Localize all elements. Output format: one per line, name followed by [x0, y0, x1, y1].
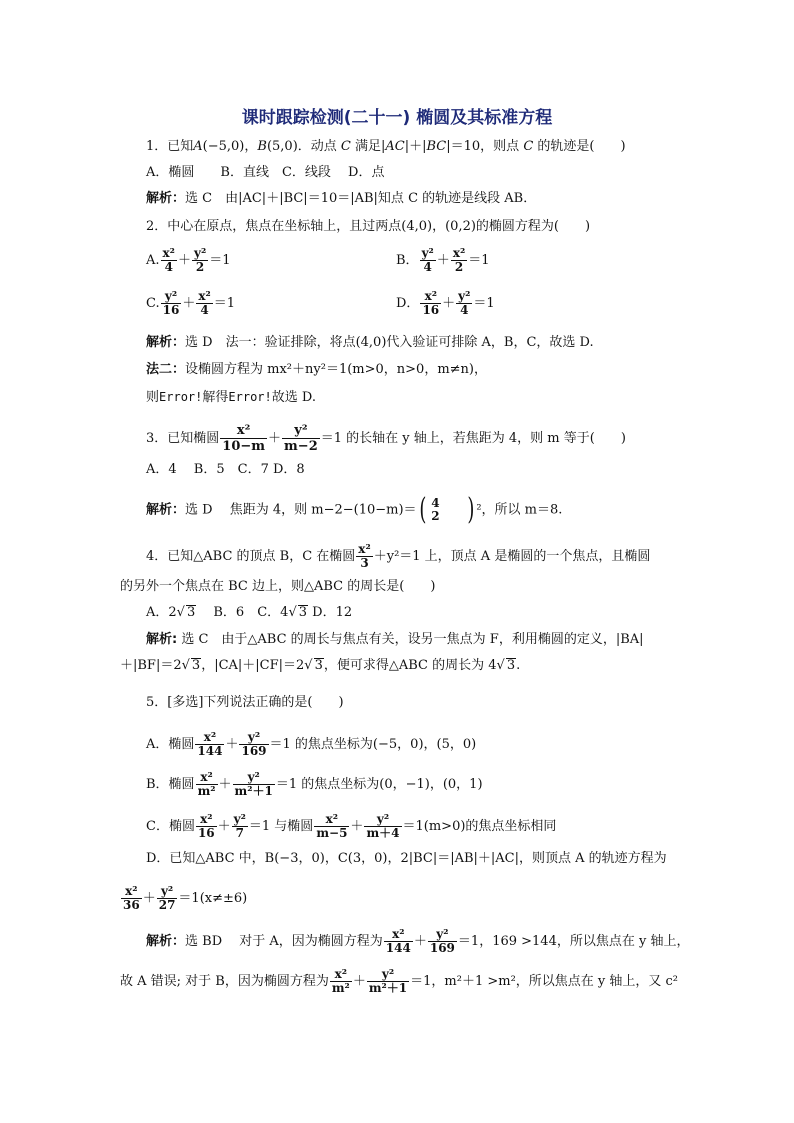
question-3-analysis: 解析：选 D 焦距为 4，则 m−2−(10−m)＝( 4 2 ) ²，所以 m＝8.: [146, 492, 563, 527]
question-2-method2-solution: [146, 388, 316, 407]
q5-analysis-b: ＝1，169 >144，所以焦点在 y 轴上，: [457, 934, 690, 949]
q5-option-a: A．椭圆 $\frac{\text{x²}}{144}$ ＋ $\frac{\text{y²}}{169}$ ＝1 的焦点坐标为(−5，0)，(5，0): [146, 730, 477, 758]
question-2-stem: 2．中心在原点，焦点在坐标轴上，且过两点(4,0)，(0,2)的椭圆方程为( ): [146, 219, 591, 234]
eq-suffix: ＝1: [468, 253, 490, 268]
frac-den: 3: [360, 556, 369, 570]
frac-den: 2: [195, 260, 205, 274]
analysis-label: 解析：: [146, 934, 186, 949]
frac-num: y²: [157, 885, 178, 899]
frac-den: m²: [197, 784, 216, 798]
frac-den: 4: [200, 303, 209, 317]
frac-den: 16: [422, 303, 440, 317]
q2-option-d: D． $\frac{\text{x²}}{16}$ ＋ $\frac{\text{y²}}{4}$ ＝1: [396, 289, 495, 317]
frac-num: x²: [358, 542, 371, 556]
frac-num: x²: [452, 246, 466, 260]
frac-num: y²: [367, 968, 409, 982]
q4-analysis-b2: ，|CA|＋|CF|＝2: [201, 658, 305, 673]
opt-a: A．2: [146, 605, 177, 620]
frac-num: x²: [420, 290, 441, 304]
frac-num: y²: [233, 771, 275, 785]
q5-option-c: C．椭圆 $\frac{\text{x²}}{16}$ ＋ $\frac{\text{y²}}{7}$ ＝1 与椭圆 $\frac{\text{x²}}{m-5}$ ＋ $\frac{\text{y²}}{m+4}$ ＝1(m>0)的焦点坐标相同: [146, 812, 557, 840]
error-marker-1: Error!: [159, 390, 203, 404]
question-4-analysis-cont: ＋|BF|＝2√ 3，|CA|＋|CF|＝2√ 3，便可求得△ABC 的周长为 4√ 3.: [120, 658, 521, 673]
frac-den: m²＋1: [234, 784, 273, 798]
frac-num: y²: [161, 290, 182, 304]
question-1-stem: 1．已知A(−5,0)，B(5,0)．动点 C 满足|AC|＋|BC|＝10，则点 C 的轨迹是( ): [146, 139, 626, 154]
q3-text-b: ＝1 的长轴在 y 轴上，若焦距为 4，则 m 等于( ): [320, 431, 626, 446]
q5-d-suffix: ＝1(x≠±6): [178, 891, 248, 906]
q4-analysis-b1: ＋|BF|＝2: [120, 658, 182, 673]
method2-text: 设椭圆方程为 mx²＋ny²＝1(m>0，n>0，m≠n)，: [185, 362, 487, 377]
page-title: 课时跟踪检测(二十一) 椭圆及其标准方程: [241, 108, 553, 128]
eq-suffix: ＝1: [209, 253, 231, 268]
frac-num: y²: [193, 246, 207, 260]
analysis-label: 解析：: [146, 335, 186, 350]
q2-option-b: B． $\frac{\text{y²}}{4}$ ＋ $\frac{\text{x²}}{2}$ ＝1: [396, 246, 490, 274]
question-3-stem: [146, 423, 626, 454]
then-text-c: 故选 D.: [271, 390, 316, 405]
sqrt-value: 3: [191, 658, 201, 673]
sqrt-value: 3: [298, 605, 308, 620]
q5-b-suffix: ＝1 的焦点坐标为(0，−1)，(0，1): [275, 777, 483, 792]
q5-c-suffix: ＝1(m>0)的焦点坐标相同: [402, 819, 557, 834]
sqrt-value: 3: [314, 658, 323, 673]
frac-num: x²: [330, 968, 352, 982]
question-2-method2: [146, 361, 487, 379]
q4-analysis-b4: .: [516, 658, 521, 673]
frac-den: 4: [164, 260, 173, 274]
question-1-analysis: [146, 190, 536, 208]
frac-den: 36: [123, 898, 140, 912]
plus-sign: ＋: [268, 431, 282, 446]
option-label: D．: [396, 296, 420, 311]
q5-analysis-d: ＝1，m²＋1 >m²，所以焦点在 y 轴上，又 c²: [410, 974, 679, 989]
q2-analysis-text: 选 D 法一：验证排除，将点(4,0)代入验证可排除 A，B，C，故选 D.: [185, 335, 594, 350]
analysis-label: 解析:: [146, 632, 178, 647]
frac-den: 169: [429, 941, 455, 955]
q5-b-text: B．椭圆: [146, 777, 195, 792]
frac-num: y²: [233, 812, 246, 826]
question-4-stem-cont: 的另外一个焦点在 BC 边上，则△ABC 的周长是( ): [120, 579, 436, 594]
frac-den: 16: [197, 826, 215, 840]
q2-option-a: A. $\frac{\text{x²}}{4}$ ＋ $\frac{\text{y²}}{2}$ ＝1: [146, 246, 231, 274]
frac-den: 10−m: [222, 439, 266, 454]
eq-suffix: ＝1: [213, 296, 236, 311]
q1-text-g: 的轨迹是( ): [537, 139, 626, 154]
frac-num: x²: [196, 771, 218, 785]
question-1-options: A．椭圆 B．直线 C．线段 D．点: [146, 165, 385, 180]
analysis-label: 解析：: [146, 191, 186, 206]
frac-num: x²: [121, 885, 142, 899]
sqrt-value: 3: [186, 605, 196, 620]
question-4-analysis: [146, 631, 644, 649]
frac-num: x²: [198, 289, 211, 303]
q5-option-d-equation: $\frac{\text{x²}}{36}$ ＋ $\frac{\text{y²}}{27}$ ＝1(x≠±6): [123, 884, 248, 912]
option-label: B．: [396, 253, 419, 268]
q5-analysis-c: 故 A 错误; 对于 B，因为椭圆方程为: [120, 974, 329, 989]
frac-den: m−2: [284, 439, 318, 454]
opt-d: D．12: [308, 605, 353, 620]
frac-den: 2: [431, 509, 440, 523]
question-2-analysis: [146, 334, 594, 352]
q4-text-a: 4．已知△ABC 的顶点 B，C 在椭圆: [146, 549, 356, 564]
frac-den: 27: [158, 898, 176, 912]
frac-num: 4: [431, 496, 440, 510]
q1-text-a: 1．已知: [146, 139, 194, 154]
frac-den: 7: [235, 826, 244, 840]
error-marker-2: Error!: [228, 390, 272, 404]
then-text-a: 则: [146, 390, 160, 405]
analysis-label: 解析：: [146, 502, 186, 518]
frac-den: m²: [331, 981, 350, 995]
q3-analysis-b: ²，所以 m＝8.: [476, 502, 563, 518]
question-4-options: A．2√ 3 B．6 C．4√ 3 D．12: [146, 605, 353, 620]
frac-num: y²: [428, 928, 457, 942]
question-5-analysis: 解析：选 BD 对于 A，因为椭圆方程为 $\frac{\text{x²}}{144}$ ＋ $\frac{\text{y²}}{169}$ ＝1，169 >144，所以焦点在 y 轴上，: [146, 927, 690, 955]
q1-text-d: 满足|: [355, 139, 386, 154]
q5-analysis-a: 选 BD 对于 A，因为椭圆方程为: [185, 934, 383, 949]
question-5-analysis-cont: 故 A 错误; 对于 B，因为椭圆方程为 $\frac{\text{x²}}{\text{m²}}$ ＋ $\frac{\text{y²}}{\text{m²＋1}}$ ＝1，m²＋1 >m²，所以焦点在 y 轴上，又 c²: [120, 967, 679, 995]
opt-b-c: B．6 C．4: [196, 605, 289, 620]
q3-text-a: 3．已知椭圆: [146, 431, 220, 446]
frac-num: x²: [162, 246, 175, 260]
question-3-options: A．4 B．5 C．7 D．8: [146, 462, 305, 477]
frac-den: 144: [385, 941, 411, 955]
frac-num: x²: [314, 813, 349, 827]
sqrt-value: 3: [506, 658, 516, 673]
frac-num: x²: [220, 423, 267, 439]
frac-den: 16: [162, 303, 180, 317]
frac-num: x²: [384, 928, 413, 942]
q3-analysis-a: 选 D 焦距为 4，则 m−2−(10−m)＝: [185, 502, 417, 518]
q4-analysis-b3: ，便可求得△ABC 的周长为 4: [323, 658, 497, 673]
q1-analysis-text: 选 C 由|AC|＋|BC|＝10＝|AB|知点 C 的轨迹是线段 AB．: [185, 191, 537, 206]
q5-option-d: D．已知△ABC 中，B(−3，0)，C(3，0)，2|BC|＝|AB|＋|AC|，则顶点 A 的轨迹方程为: [146, 851, 667, 866]
option-label: A.: [146, 253, 160, 268]
question-4-stem: [146, 543, 650, 570]
q5-c-mid: ＝1 与椭圆: [248, 819, 314, 834]
frac-den: 169: [241, 744, 267, 758]
frac-num: y²: [364, 813, 401, 827]
frac-den: 2: [454, 260, 464, 274]
frac-den: m²＋1: [368, 981, 408, 995]
q5-a-suffix: ＝1 的焦点坐标为(−5，0)，(5，0): [269, 737, 477, 752]
frac-num: y²: [421, 246, 434, 260]
q2-option-c: C. $\frac{\text{y²}}{16}$ ＋ $\frac{\text{x²}}{4}$ ＝1: [146, 289, 236, 317]
frac-num: x²: [196, 813, 217, 827]
eq-suffix: ＝1: [473, 296, 495, 311]
q1-text-e: |＋|: [404, 139, 427, 154]
q5-a-text: A．椭圆: [146, 737, 195, 752]
method2-label: 法二：: [146, 362, 186, 377]
frac-num: x²: [195, 731, 224, 745]
q1-text-c: (5,0)．动点: [266, 139, 337, 154]
then-text-b: 解得: [202, 390, 229, 405]
frac-den: m−5: [316, 826, 348, 840]
q4-analysis-a: 选 C 由于△ABC 的周长与焦点有关，设另一焦点为 F，利用椭圆的定义，|BA|: [177, 632, 644, 647]
frac-den: 4: [423, 260, 432, 274]
frac-num: y²: [458, 289, 471, 303]
frac-den: m＋4: [366, 826, 400, 840]
frac-den: 144: [197, 744, 223, 758]
q1-text-b: (−5,0)，: [202, 139, 258, 154]
question-5-stem: 5．[多选]下列说法正确的是( ): [146, 695, 344, 710]
frac-num: y²: [239, 731, 268, 745]
q5-c-text: C．椭圆: [146, 819, 195, 834]
frac-num: y²: [282, 423, 320, 439]
frac-den: 4: [460, 303, 469, 317]
q1-text-f: |＝10，则点: [446, 139, 520, 154]
q4-text-b: ＋y²＝1 上，顶点 A 是椭圆的一个焦点，且椭圆: [373, 549, 651, 564]
option-label: C.: [146, 296, 160, 311]
q5-option-b: B．椭圆 $\frac{\text{x²}}{\text{m²}}$ ＋ $\frac{\text{y²}}{\text{m²＋1}}$ ＝1 的焦点坐标为(0，−1)，(0，1): [146, 770, 483, 798]
